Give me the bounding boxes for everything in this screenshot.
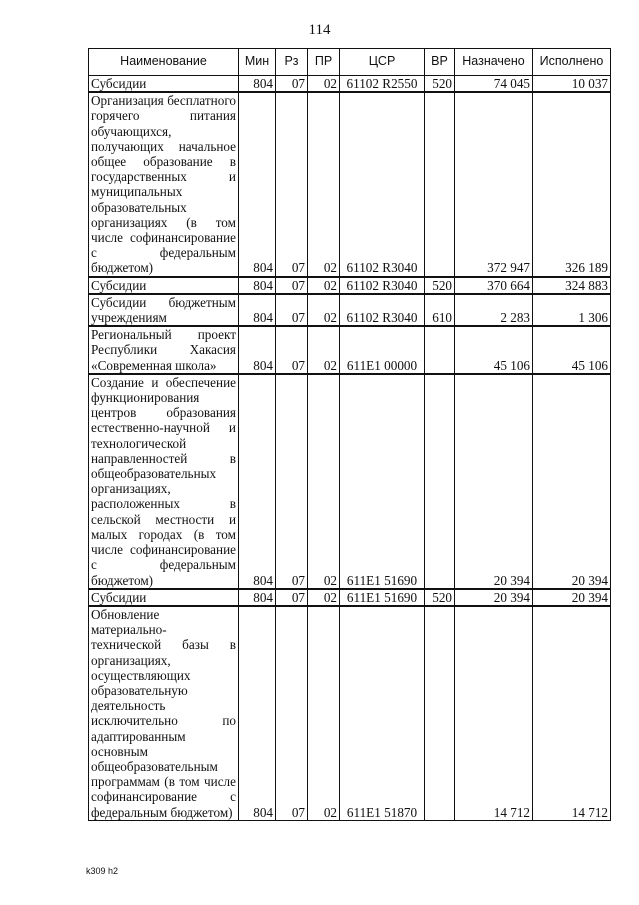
row-csr: 611E1 00000 (340, 326, 425, 374)
row-name: Субсидии (89, 277, 239, 294)
row-name: Организация бесплатного горячего питания обучающихся, получающих начальное общее образование в государственных и муниципальных образовательных организациях (в том числе софинансирование с федеральным бюджетом) (89, 92, 239, 276)
row-name: Субсидии бюджетным учреждениям (89, 294, 239, 326)
row-csr: 61102 R3040 (340, 294, 425, 326)
row-rz: 07 (276, 606, 308, 820)
row-csr: 611E1 51690 (340, 374, 425, 589)
row-pr: 02 (308, 294, 340, 326)
row-executed: 14 712 (533, 606, 611, 820)
header-assigned: Назначено (455, 49, 533, 76)
row-executed: 45 106 (533, 326, 611, 374)
row-executed: 20 394 (533, 374, 611, 589)
row-assigned: 45 106 (455, 326, 533, 374)
row-name: Создание и обеспечение функционирования центров образования естественно-научной и технологической направленностей в общеобразовательных организациях, расположенных в сельской местности и малых городах (в том числе софинансирование с федеральным бюджетом) (89, 374, 239, 589)
row-min: 804 (239, 277, 276, 294)
row-executed: 20 394 (533, 589, 611, 606)
row-pr: 02 (308, 326, 340, 374)
row-min: 804 (239, 374, 276, 589)
row-min: 804 (239, 589, 276, 606)
header-name: Наименование (89, 49, 239, 76)
row-pr: 02 (308, 589, 340, 606)
row-assigned: 2 283 (455, 294, 533, 326)
table-header-row (89, 49, 611, 76)
budget-table (88, 48, 611, 821)
header-pr: ПР (308, 49, 340, 76)
table-row (89, 326, 611, 374)
row-vr (425, 326, 455, 374)
row-vr (425, 92, 455, 276)
table-row (89, 374, 611, 589)
header-rz: Рз (276, 49, 308, 76)
row-rz: 07 (276, 326, 308, 374)
row-csr: 611E1 51690 (340, 589, 425, 606)
row-rz: 07 (276, 76, 308, 93)
footer-code: k309 h2 (86, 866, 119, 876)
row-vr: 520 (425, 76, 455, 93)
row-executed: 326 189 (533, 92, 611, 276)
row-name: Субсидии (89, 76, 239, 93)
row-pr: 02 (308, 76, 340, 93)
row-min: 804 (239, 294, 276, 326)
row-csr: 61102 R3040 (340, 277, 425, 294)
row-assigned: 370 664 (455, 277, 533, 294)
row-pr: 02 (308, 277, 340, 294)
row-name: Обновление материально-технической базы в организациях, осуществляющих образовательную деятельность исключительно по адаптированным основным общеобразовательным программам (в том числе софинансирование с федеральным бюджетом) (89, 606, 239, 820)
table-row (89, 92, 611, 276)
row-rz: 07 (276, 589, 308, 606)
row-rz: 07 (276, 92, 308, 276)
row-name: Субсидии (89, 589, 239, 606)
row-assigned: 20 394 (455, 589, 533, 606)
row-executed: 1 306 (533, 294, 611, 326)
row-vr: 520 (425, 277, 455, 294)
row-rz: 07 (276, 277, 308, 294)
row-pr: 02 (308, 92, 340, 276)
header-csr: ЦСР (340, 49, 425, 76)
row-executed: 10 037 (533, 76, 611, 93)
row-min: 804 (239, 76, 276, 93)
table-row (89, 294, 611, 326)
row-csr: 611E1 51870 (340, 606, 425, 820)
row-executed: 324 883 (533, 277, 611, 294)
row-pr: 02 (308, 374, 340, 589)
table-row (89, 589, 611, 606)
row-min: 804 (239, 92, 276, 276)
row-assigned: 74 045 (455, 76, 533, 93)
row-assigned: 372 947 (455, 92, 533, 276)
header-min: Мин (239, 49, 276, 76)
table-row (89, 606, 611, 820)
row-vr: 610 (425, 294, 455, 326)
row-assigned: 14 712 (455, 606, 533, 820)
row-pr: 02 (308, 606, 340, 820)
row-rz: 07 (276, 374, 308, 589)
row-vr (425, 606, 455, 820)
page-number: 114 (308, 22, 331, 38)
row-vr: 520 (425, 589, 455, 606)
row-csr: 61102 R3040 (340, 92, 425, 276)
row-rz: 07 (276, 294, 308, 326)
table-row (89, 277, 611, 294)
row-name: Региональный проект Республики Хакасия «Современная школа» (89, 326, 239, 374)
row-min: 804 (239, 606, 276, 820)
row-assigned: 20 394 (455, 374, 533, 589)
header-executed: Исполнено (533, 49, 611, 76)
row-vr (425, 374, 455, 589)
row-min: 804 (239, 326, 276, 374)
header-vr: ВР (425, 49, 455, 76)
row-csr: 61102 R2550 (340, 76, 425, 93)
table-row (89, 76, 611, 93)
